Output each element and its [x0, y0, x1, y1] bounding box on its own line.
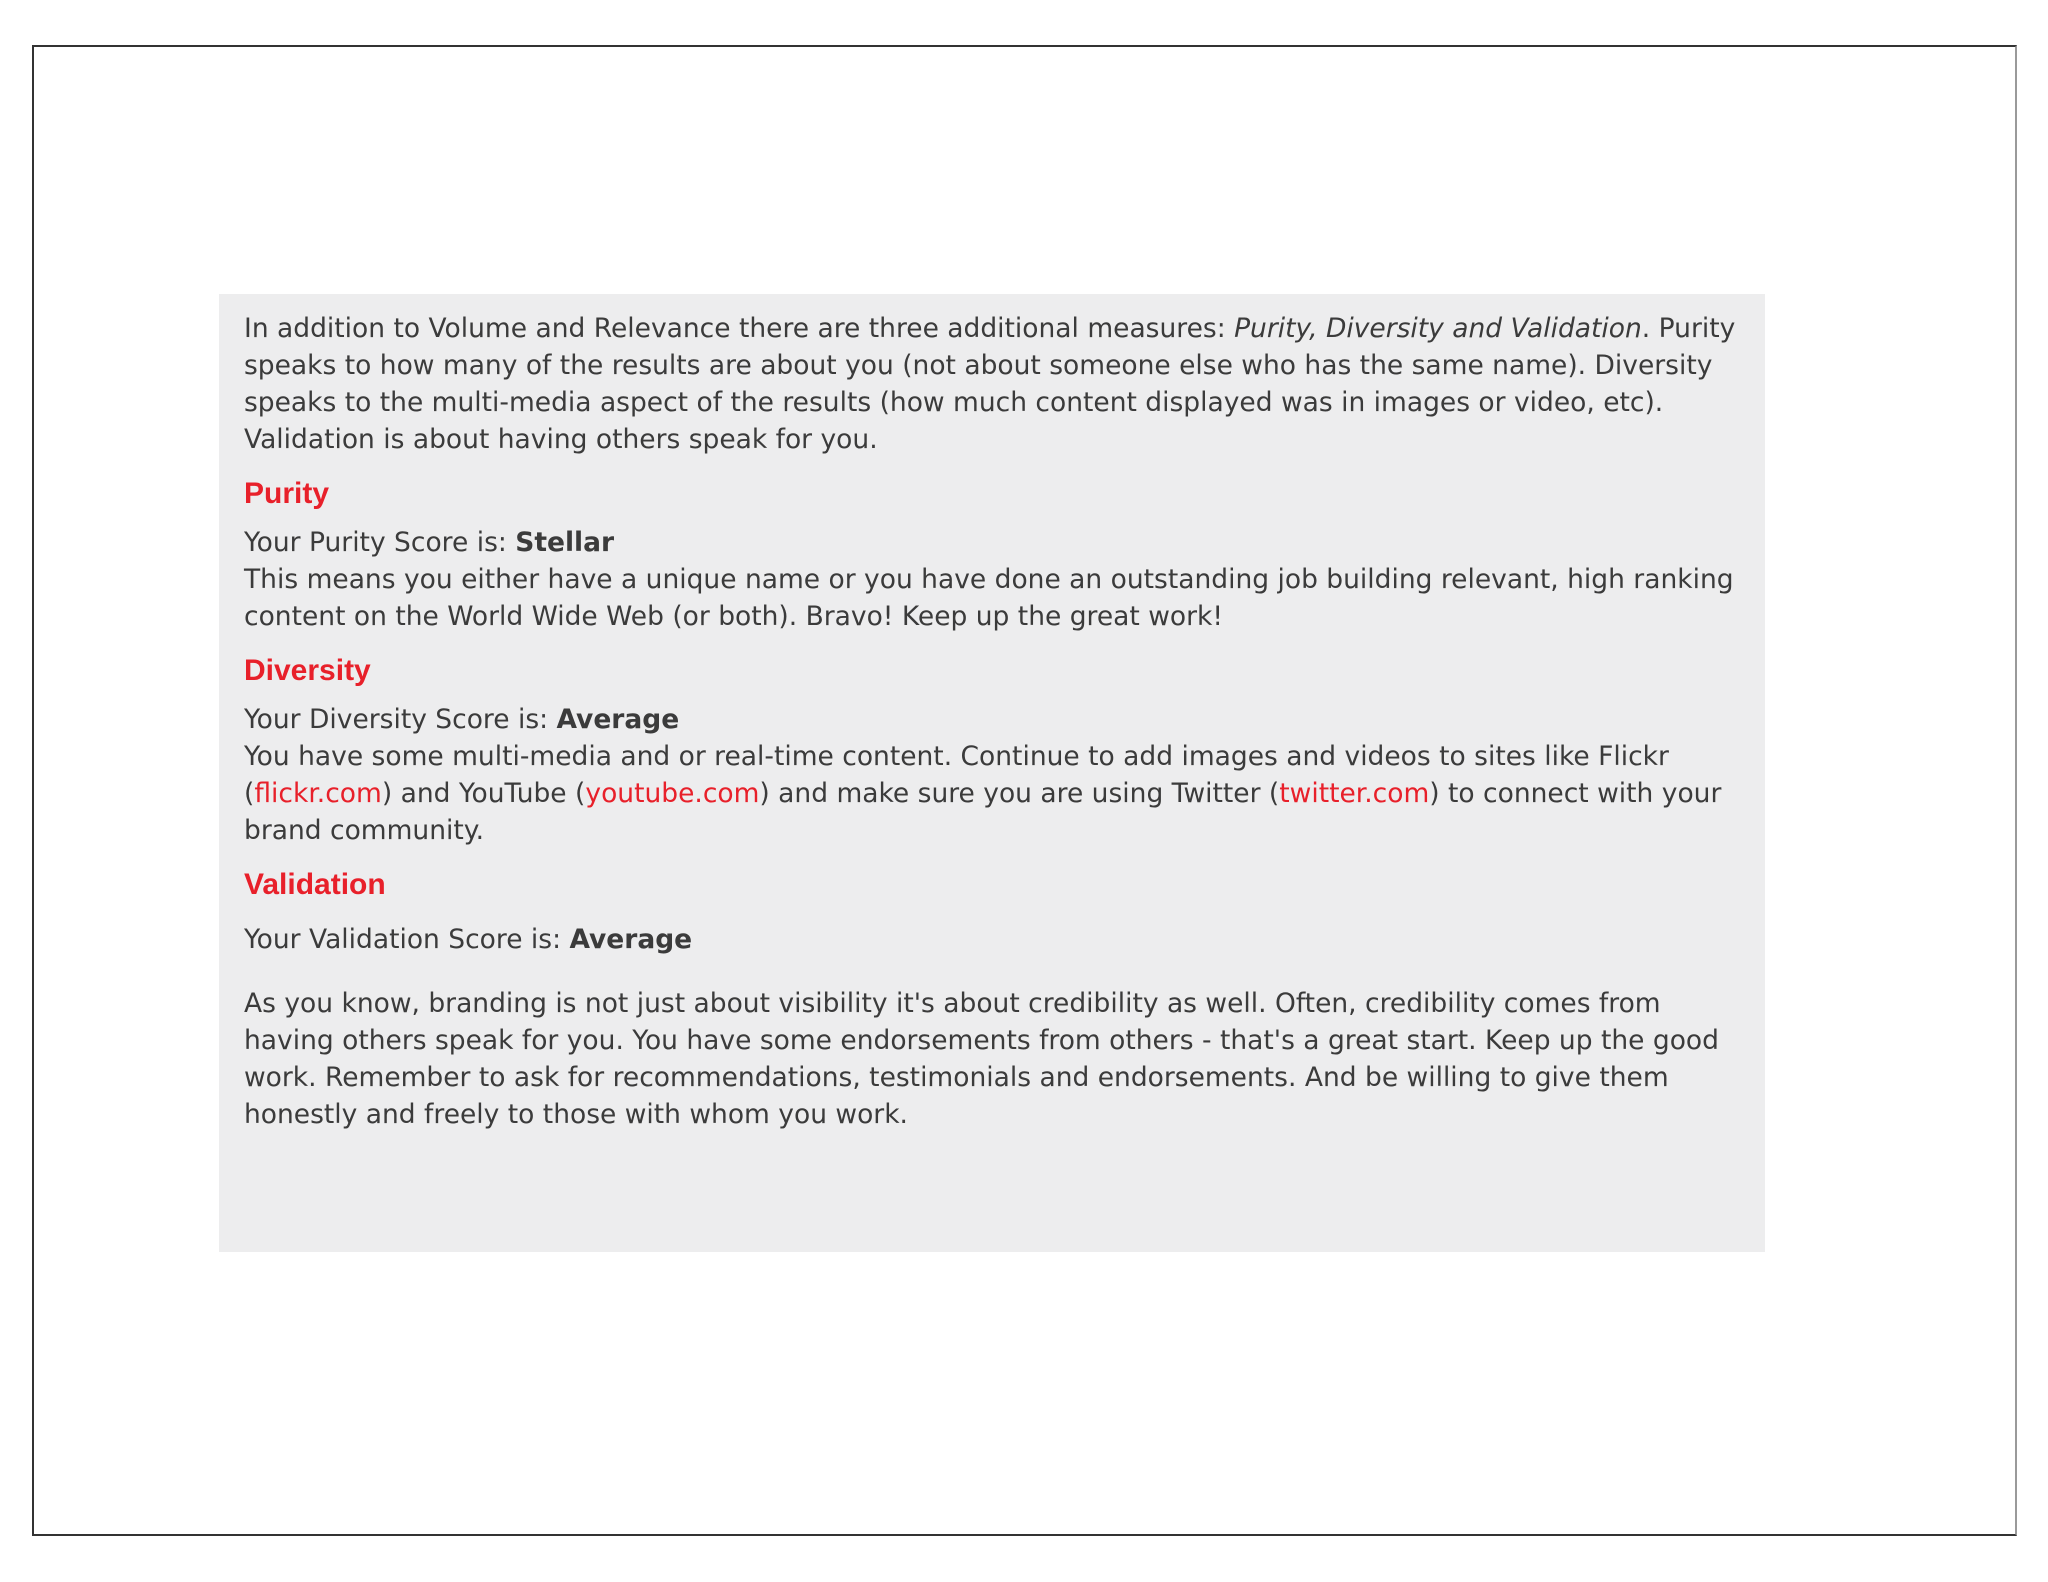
purity-score-line — [244, 524, 1739, 561]
diversity-score-line — [244, 701, 1739, 738]
intro-paragraph — [244, 310, 1739, 458]
validation-score-value: Average — [569, 924, 693, 955]
content-panel — [219, 294, 1765, 1252]
validation-score-label: Your Validation Score is: — [244, 924, 570, 955]
intro-emphasis: Purity, Diversity and Validation — [1234, 313, 1642, 344]
purity-score-value: Stellar — [515, 527, 615, 558]
diversity-desc-part4: ) to connect with your brand community. — [244, 778, 1722, 846]
diversity-desc-part3: ) and make sure you are using Twitter ( — [759, 778, 1280, 809]
purity-score-label: Your Purity Score is: — [244, 527, 516, 558]
youtube-link[interactable]: youtube.com — [585, 778, 760, 809]
intro-text-after: . Purity speaks to how many of the results are about you (not about someone else who has the same name). Diversity speaks to the multi-media aspect of the results (how much content displayed was in images or video, etc). Validation is about having others speak for you. — [244, 313, 1736, 455]
validation-score-line — [244, 921, 1739, 958]
diversity-score-value: Average — [556, 704, 680, 735]
validation-description: As you know, branding is not just about visibility it's about credibility as well. Often, credibility comes from having others speak for you. You have some endorsements from others - that's a great start. Keep up the good work. Remember to ask for recommendations, testimonials and endorsements. And be willing to give them honestly and freely to those with whom you work. — [244, 988, 1719, 1130]
flickr-link[interactable]: flickr.com — [254, 778, 382, 809]
purity-heading: Purity — [244, 477, 330, 510]
twitter-link[interactable]: twitter.com — [1279, 778, 1430, 809]
diversity-score-label: Your Diversity Score is: — [244, 704, 557, 735]
intro-text-before: In addition to Volume and Relevance there are three additional measures: — [244, 313, 1235, 344]
diversity-description — [244, 738, 1739, 849]
purity-description: This means you either have a unique name or you have done an outstanding job building relevant, high ranking content on the World Wide Web (or both). Bravo! Keep up the great work! — [244, 564, 1734, 632]
validation-heading: Validation — [244, 868, 386, 901]
diversity-desc-part1: You have some multi-media and or real-time content. Continue to add images and videos to sites like Flickr ( — [244, 741, 1669, 809]
diversity-desc-part2: ) and YouTube ( — [381, 778, 586, 809]
diversity-heading: Diversity — [244, 654, 371, 687]
